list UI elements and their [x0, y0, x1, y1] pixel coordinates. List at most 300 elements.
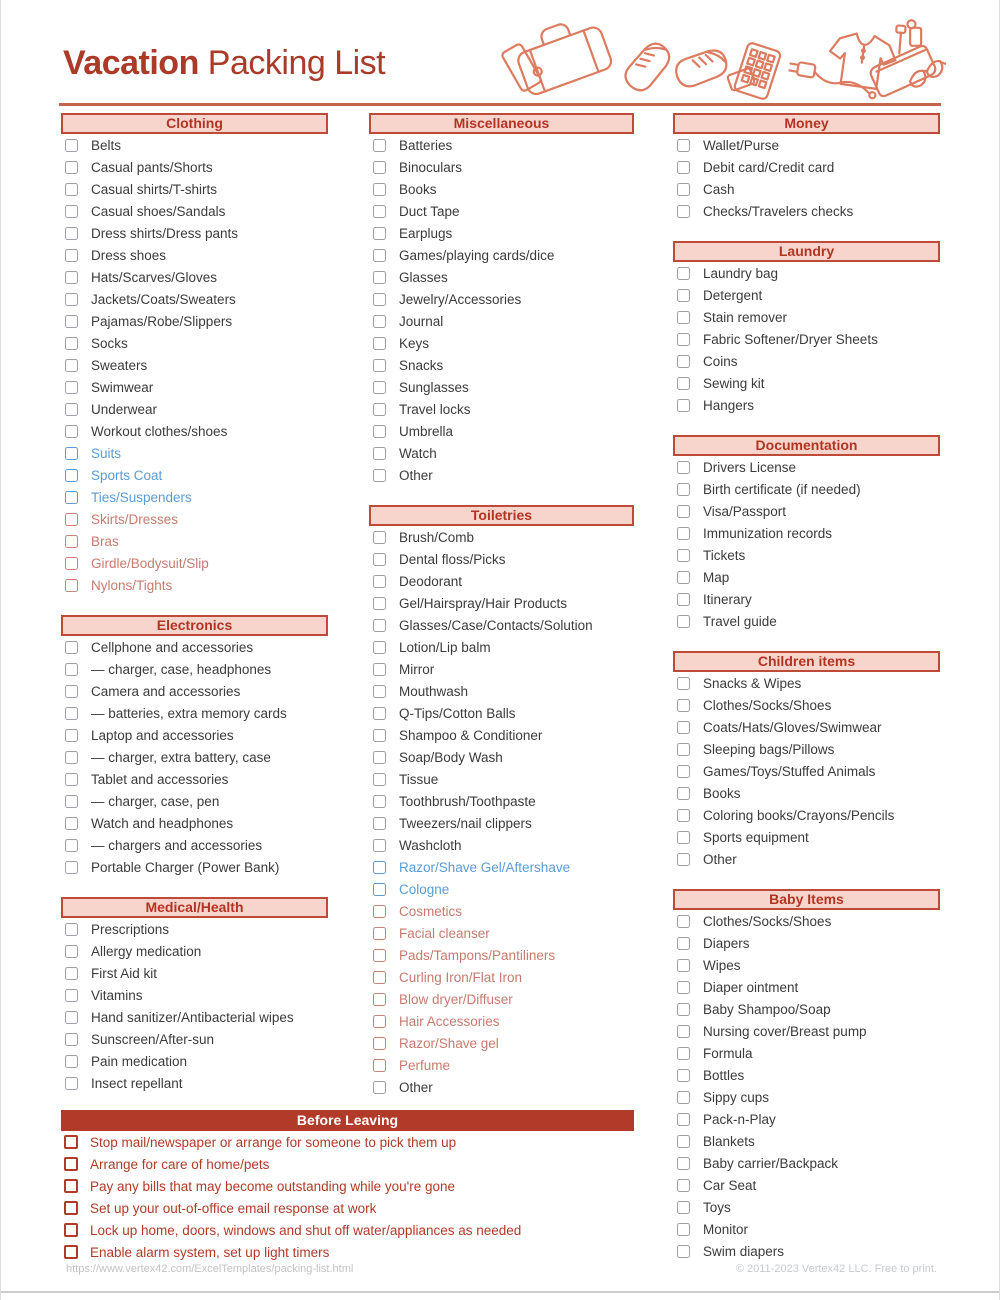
item-label: Diapers	[703, 935, 750, 951]
list-item-diaper-ointment	[673, 976, 940, 998]
checkbox[interactable]	[65, 315, 78, 328]
list-item-arrange-for-care-of-home-pets	[61, 1153, 634, 1175]
checkbox[interactable]	[677, 721, 690, 734]
list-item-sewing-kit	[673, 372, 940, 394]
list-item-cash	[673, 178, 940, 200]
checkbox[interactable]	[373, 773, 386, 786]
checkbox[interactable]	[677, 787, 690, 800]
checkbox[interactable]	[373, 337, 386, 350]
list-item-hats-scarves-gloves	[61, 266, 328, 288]
checkbox[interactable]	[65, 839, 78, 852]
checkbox[interactable]	[373, 597, 386, 610]
item-label: — charger, case, pen	[91, 793, 220, 809]
list-item-glasses-case-contacts-solution	[369, 614, 634, 636]
item-label: Sweaters	[91, 357, 148, 373]
charger-icon	[787, 61, 879, 99]
checkbox[interactable]	[65, 161, 78, 174]
list-item-swim-diapers	[673, 1240, 940, 1262]
checkbox[interactable]	[65, 579, 78, 592]
checkbox[interactable]	[373, 707, 386, 720]
checkbox[interactable]	[373, 641, 386, 654]
item-label: Tickets	[703, 547, 746, 563]
checkbox[interactable]	[65, 337, 78, 350]
list-item-baby-shampoo-soap	[673, 998, 940, 1020]
list-item-hangers	[673, 394, 940, 416]
checkbox[interactable]	[677, 505, 690, 518]
checkbox[interactable]	[65, 641, 78, 654]
list-item-other	[369, 1076, 634, 1098]
list-item-sports-equipment	[673, 826, 940, 848]
list-item-stop-mail-newspaper-or-arrange-for-someone-to-pick-them-up	[61, 1131, 634, 1153]
checkbox[interactable]	[373, 685, 386, 698]
list-item-nursing-cover-breast-pump	[673, 1020, 940, 1042]
checkbox[interactable]	[373, 883, 386, 896]
list-item-pain-medication	[61, 1050, 328, 1072]
item-label: Formula	[703, 1045, 753, 1061]
checkbox[interactable]	[373, 1037, 386, 1050]
item-label: Watch and headphones	[91, 815, 234, 831]
item-label: Portable Charger (Power Bank)	[91, 859, 280, 875]
checkbox[interactable]	[65, 923, 78, 936]
checkbox[interactable]	[373, 927, 386, 940]
checkbox[interactable]	[373, 227, 386, 240]
item-label: — charger, extra battery, case	[91, 749, 271, 765]
checkbox[interactable]	[373, 1059, 386, 1072]
checkbox[interactable]	[677, 161, 690, 174]
checkbox[interactable]	[677, 593, 690, 606]
list-item-sunscreen-after-sun	[61, 1028, 328, 1050]
item-label: Cologne	[399, 881, 450, 897]
list-item-skirts-dresses	[61, 508, 328, 530]
checkbox[interactable]	[64, 1223, 78, 1237]
list-item-umbrella	[369, 420, 634, 442]
list-item-immunization-records	[673, 522, 940, 544]
item-label: Sewing kit	[703, 375, 765, 391]
list-item-insect-repellant	[61, 1072, 328, 1094]
checkbox[interactable]	[373, 249, 386, 262]
column-left	[61, 113, 328, 1113]
checkbox[interactable]	[65, 183, 78, 196]
item-label: Pay any bills that may become outstanding while you're gone	[90, 1178, 456, 1194]
checkbox[interactable]	[677, 1135, 690, 1148]
checkbox[interactable]	[65, 751, 78, 764]
item-label: Arrange for care of home/pets	[90, 1156, 270, 1172]
item-label: Perfume	[399, 1057, 451, 1073]
checkbox[interactable]	[65, 491, 78, 504]
checkbox[interactable]	[677, 1223, 690, 1236]
item-label: Coloring books/Crayons/Pencils	[703, 807, 895, 823]
checkbox[interactable]	[64, 1245, 78, 1259]
checkbox[interactable]	[64, 1157, 78, 1171]
item-label: Books	[399, 181, 437, 197]
item-label: Coats/Hats/Gloves/Swimwear	[703, 719, 882, 735]
bottom-rule	[1, 1291, 1000, 1293]
list-item-dress-shirts-dress-pants	[61, 222, 328, 244]
list-item-drivers-license	[673, 456, 940, 478]
checkbox[interactable]	[677, 1047, 690, 1060]
list-item-razor-shave-gel-aftershave	[369, 856, 634, 878]
item-label: Drivers License	[703, 459, 797, 475]
list-item-binoculars	[369, 156, 634, 178]
checkbox[interactable]	[65, 249, 78, 262]
section-clothing	[61, 113, 328, 596]
item-label: Q-Tips/Cotton Balls	[399, 705, 516, 721]
item-label: Casual shoes/Sandals	[91, 203, 226, 219]
checkbox[interactable]	[677, 333, 690, 346]
checkbox[interactable]	[373, 403, 386, 416]
checkbox[interactable]	[373, 271, 386, 284]
list-item-belts	[61, 134, 328, 156]
list-item-charger-case-pen	[61, 790, 328, 812]
item-label: Shampoo & Conditioner	[399, 727, 543, 743]
list-item-laundry-bag	[673, 262, 940, 284]
item-label: Socks	[91, 335, 128, 351]
item-label: Clothes/Socks/Shoes	[703, 697, 832, 713]
list-item-gel-hairspray-hair-products	[369, 592, 634, 614]
item-label: Cash	[703, 181, 735, 197]
list-item-camera-and-accessories	[61, 680, 328, 702]
checkbox[interactable]	[373, 905, 386, 918]
checkbox[interactable]	[65, 403, 78, 416]
item-label: Hand sanitizer/Antibacterial wipes	[91, 1009, 294, 1025]
checkbox[interactable]	[65, 535, 78, 548]
checkbox[interactable]	[65, 469, 78, 482]
checkbox[interactable]	[65, 1055, 78, 1068]
item-label: Immunization records	[703, 525, 833, 541]
item-label: Glasses	[399, 269, 448, 285]
checkbox[interactable]	[65, 557, 78, 570]
checkbox[interactable]	[65, 663, 78, 676]
checkbox[interactable]	[677, 1091, 690, 1104]
checkbox[interactable]	[677, 1179, 690, 1192]
checkbox[interactable]	[65, 817, 78, 830]
list-item-sports-coat	[61, 464, 328, 486]
checkbox[interactable]	[65, 359, 78, 372]
list-item-workout-clothes-shoes	[61, 420, 328, 442]
item-label: Baby carrier/Backpack	[703, 1155, 839, 1171]
calculator-icon	[734, 42, 782, 100]
checkbox[interactable]	[677, 853, 690, 866]
checkbox[interactable]	[373, 751, 386, 764]
list-item-laptop-and-accessories	[61, 724, 328, 746]
checkbox[interactable]	[373, 839, 386, 852]
checkbox[interactable]	[677, 959, 690, 972]
list-item-dental-floss-picks	[369, 548, 634, 570]
checkbox[interactable]	[677, 461, 690, 474]
list-item-wallet-purse	[673, 134, 940, 156]
list-item-curling-iron-flat-iron	[369, 966, 634, 988]
checkbox[interactable]	[677, 289, 690, 302]
list-item-casual-pants-shorts	[61, 156, 328, 178]
checkbox[interactable]	[65, 139, 78, 152]
checkbox[interactable]	[373, 949, 386, 962]
checkbox[interactable]	[65, 945, 78, 958]
checkbox[interactable]	[373, 315, 386, 328]
item-label: Jewelry/Accessories	[399, 291, 522, 307]
list-item-mouthwash	[369, 680, 634, 702]
list-item-travel-guide	[673, 610, 940, 632]
checkbox[interactable]	[373, 381, 386, 394]
checkbox[interactable]	[65, 729, 78, 742]
list-item-pay-any-bills-that-may-become-outstanding-while-you-re-gone	[61, 1175, 634, 1197]
checkbox[interactable]	[65, 513, 78, 526]
checkbox[interactable]	[65, 989, 78, 1002]
checkbox[interactable]	[677, 1025, 690, 1038]
checkbox[interactable]	[677, 527, 690, 540]
item-label: Baby Shampoo/Soap	[703, 1001, 831, 1017]
checkbox[interactable]	[677, 915, 690, 928]
checkbox[interactable]	[677, 205, 690, 218]
item-label: — batteries, extra memory cards	[91, 705, 287, 721]
item-label: Hangers	[703, 397, 755, 413]
checkbox[interactable]	[65, 685, 78, 698]
item-label: Pain medication	[91, 1053, 188, 1069]
list-item-pads-tampons-pantiliners	[369, 944, 634, 966]
list-item-set-up-your-out-of-office-email-response-at-work	[61, 1197, 634, 1219]
item-label: Camera and accessories	[91, 683, 241, 699]
item-label: Tissue	[399, 771, 439, 787]
checkbox[interactable]	[65, 1077, 78, 1090]
list-item-diapers	[673, 932, 940, 954]
checkbox[interactable]	[677, 549, 690, 562]
list-item-portable-charger-power-bank	[61, 856, 328, 878]
item-label: Washcloth	[399, 837, 462, 853]
checkbox[interactable]	[373, 795, 386, 808]
list-item-deodorant	[369, 570, 634, 592]
item-label: Toothbrush/Toothpaste	[399, 793, 536, 809]
list-item-charger-extra-battery-case	[61, 746, 328, 768]
list-item-blow-dryer-diffuser	[369, 988, 634, 1010]
checkbox[interactable]	[373, 861, 386, 874]
checkbox[interactable]	[373, 425, 386, 438]
item-label: Bras	[91, 533, 119, 549]
item-label: Facial cleanser	[399, 925, 490, 941]
item-label: Dress shoes	[91, 247, 167, 263]
list-item-duct-tape	[369, 200, 634, 222]
item-label: Batteries	[399, 137, 453, 153]
list-item-books	[369, 178, 634, 200]
checkbox[interactable]	[677, 1113, 690, 1126]
list-item-toys	[673, 1196, 940, 1218]
list-item-clothes-socks-shoes	[673, 694, 940, 716]
checkbox[interactable]	[65, 1011, 78, 1024]
item-label: Casual shirts/T-shirts	[91, 181, 218, 197]
checkbox[interactable]	[64, 1201, 78, 1215]
title-word-vacation: Vacation	[63, 44, 199, 82]
list-item-hand-sanitizer-antibacterial-wipes	[61, 1006, 328, 1028]
item-label: Suits	[91, 445, 122, 461]
item-label: Watch	[399, 445, 437, 461]
checkbox[interactable]	[373, 619, 386, 632]
checkbox[interactable]	[373, 161, 386, 174]
checkbox[interactable]	[677, 765, 690, 778]
checkbox[interactable]	[677, 831, 690, 844]
item-label: Games/Toys/Stuffed Animals	[703, 763, 876, 779]
list-item-razor-shave-gel	[369, 1032, 634, 1054]
list-item-books	[673, 782, 940, 804]
item-label: Umbrella	[399, 423, 454, 439]
checkbox[interactable]	[373, 205, 386, 218]
checkbox[interactable]	[677, 267, 690, 280]
item-label: Skirts/Dresses	[91, 511, 179, 527]
checkbox[interactable]	[677, 809, 690, 822]
item-label: Deodorant	[399, 573, 463, 589]
item-label: Razor/Shave Gel/Aftershave	[399, 859, 571, 875]
checkbox[interactable]	[65, 381, 78, 394]
list-item-car-seat	[673, 1174, 940, 1196]
footer-copyright: © 2011-2023 Vertex42 LLC. Free to print.	[735, 1263, 937, 1275]
column-right	[673, 113, 940, 1281]
list-item-detergent	[673, 284, 940, 306]
checkbox[interactable]	[677, 377, 690, 390]
list-item-lotion-lip-balm	[369, 636, 634, 658]
checkbox[interactable]	[677, 571, 690, 584]
checkbox[interactable]	[677, 981, 690, 994]
list-item-casual-shirts-t-shirts	[61, 178, 328, 200]
item-label: Stain remover	[703, 309, 788, 325]
list-item-washcloth	[369, 834, 634, 856]
section-header-miscellaneous: Miscellaneous	[369, 113, 634, 134]
checkbox[interactable]	[65, 1033, 78, 1046]
checkbox[interactable]	[677, 743, 690, 756]
checkbox[interactable]	[373, 729, 386, 742]
list-item-shampoo-conditioner	[369, 724, 634, 746]
checkbox[interactable]	[64, 1135, 78, 1149]
section-baby-items	[673, 889, 940, 1262]
section-header-clothing: Clothing	[61, 113, 328, 134]
toiletry-bag-icon	[862, 17, 939, 97]
sneaker-icon	[673, 48, 730, 89]
list-item-map	[673, 566, 940, 588]
list-item-pajamas-robe-slippers	[61, 310, 328, 332]
section-header-electronics: Electronics	[61, 615, 328, 636]
checkbox[interactable]	[65, 227, 78, 240]
checkbox[interactable]	[65, 425, 78, 438]
item-label: Tweezers/nail clippers	[399, 815, 532, 831]
list-item-other	[369, 464, 634, 486]
checkbox[interactable]	[373, 469, 386, 482]
checkbox[interactable]	[65, 447, 78, 460]
list-item-clothes-socks-shoes	[673, 910, 940, 932]
section-laundry	[673, 241, 940, 416]
checkbox[interactable]	[64, 1179, 78, 1193]
checkbox[interactable]	[373, 817, 386, 830]
checkbox[interactable]	[373, 293, 386, 306]
list-item-ties-suspenders	[61, 486, 328, 508]
item-label: Hair Accessories	[399, 1013, 500, 1029]
checkbox[interactable]	[373, 1015, 386, 1028]
list-item-other	[673, 848, 940, 870]
checkbox[interactable]	[373, 993, 386, 1006]
checkbox[interactable]	[677, 1201, 690, 1214]
section-money	[673, 113, 940, 222]
item-label: Other	[399, 1079, 433, 1095]
item-label: Car Seat	[703, 1177, 757, 1193]
checkbox[interactable]	[373, 575, 386, 588]
checkbox[interactable]	[65, 967, 78, 980]
section-electronics	[61, 615, 328, 878]
item-label: Enable alarm system, set up light timers	[90, 1244, 330, 1260]
footer-url[interactable]: https://www.vertex42.com/ExcelTemplates/packing-list.html	[66, 1263, 354, 1275]
checkbox[interactable]	[65, 773, 78, 786]
checkbox[interactable]	[677, 311, 690, 324]
list-item-wipes	[673, 954, 940, 976]
checkbox[interactable]	[677, 1003, 690, 1016]
checkbox[interactable]	[677, 355, 690, 368]
item-label: Other	[703, 851, 737, 867]
checkbox[interactable]	[373, 139, 386, 152]
checkbox[interactable]	[65, 707, 78, 720]
checkbox[interactable]	[373, 663, 386, 676]
item-label: Checks/Travelers checks	[703, 203, 854, 219]
checkbox[interactable]	[677, 1245, 690, 1258]
item-label: Games/playing cards/dice	[399, 247, 555, 263]
item-label: Duct Tape	[399, 203, 460, 219]
checkbox[interactable]	[677, 1069, 690, 1082]
checkbox[interactable]	[677, 677, 690, 690]
checkbox[interactable]	[373, 531, 386, 544]
item-label: Bottles	[703, 1067, 745, 1083]
item-label: Swim diapers	[703, 1243, 785, 1259]
section-header-toiletries: Toiletries	[369, 505, 634, 526]
checkbox[interactable]	[677, 699, 690, 712]
list-item-games-playing-cards-dice	[369, 244, 634, 266]
checkbox[interactable]	[65, 861, 78, 874]
item-label: Girdle/Bodysuit/Slip	[91, 555, 209, 571]
checkbox[interactable]	[373, 1081, 386, 1094]
item-label: Other	[399, 467, 433, 483]
list-item-sleeping-bags-pillows	[673, 738, 940, 760]
item-label: Keys	[399, 335, 430, 351]
list-item-first-aid-kit	[61, 962, 328, 984]
checkbox[interactable]	[677, 615, 690, 628]
checkbox[interactable]	[65, 795, 78, 808]
list-item-bras	[61, 530, 328, 552]
list-item-bottles	[673, 1064, 940, 1086]
list-item-lock-up-home-doors-windows-and-shut-off-water-appliances-as-needed	[61, 1219, 634, 1241]
checkbox[interactable]	[373, 553, 386, 566]
list-item-sweaters	[61, 354, 328, 376]
checkbox[interactable]	[373, 447, 386, 460]
list-item-keys	[369, 332, 634, 354]
checkbox[interactable]	[677, 139, 690, 152]
item-label: Journal	[399, 313, 444, 329]
checkbox[interactable]	[373, 359, 386, 372]
checkbox[interactable]	[65, 293, 78, 306]
item-label: Insect repellant	[91, 1075, 183, 1091]
list-item-coins	[673, 350, 940, 372]
checkbox[interactable]	[65, 205, 78, 218]
section-children-items	[673, 651, 940, 870]
list-item-brush-comb	[369, 526, 634, 548]
item-label: — chargers and accessories	[91, 837, 263, 853]
checkbox[interactable]	[677, 483, 690, 496]
checkbox[interactable]	[373, 183, 386, 196]
item-label: Laptop and accessories	[91, 727, 234, 743]
list-item-hair-accessories	[369, 1010, 634, 1032]
item-label: Belts	[91, 137, 122, 153]
list-item-toothbrush-toothpaste	[369, 790, 634, 812]
checkbox[interactable]	[677, 1157, 690, 1170]
checkbox[interactable]	[65, 271, 78, 284]
checkbox[interactable]	[677, 183, 690, 196]
item-label: Debit card/Credit card	[703, 159, 835, 175]
checkbox[interactable]	[373, 971, 386, 984]
list-item-stain-remover	[673, 306, 940, 328]
checkbox[interactable]	[677, 937, 690, 950]
checkbox[interactable]	[677, 399, 690, 412]
list-item-q-tips-cotton-balls	[369, 702, 634, 724]
